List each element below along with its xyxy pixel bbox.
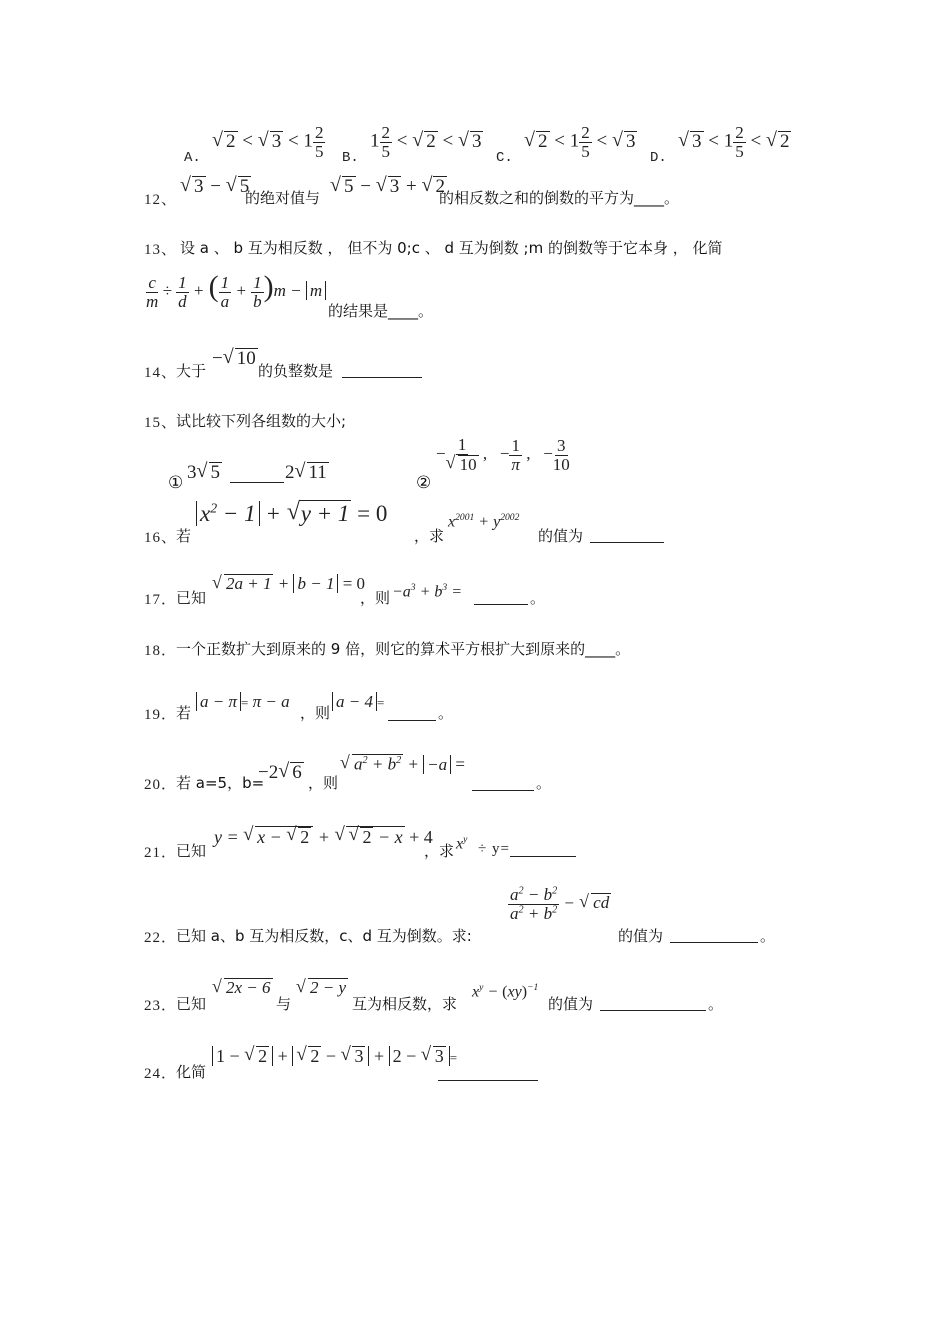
q20-expr-2: √ $a^2 + b^2 + -a$ = (340, 754, 465, 775)
question-22 (144, 886, 784, 952)
q19-expr-2: a − 4 = (332, 692, 384, 712)
q19-text-2: ，则 (300, 704, 331, 722)
q16-text-1: 若 (176, 527, 192, 545)
q14-text-1: 大于 (176, 362, 207, 380)
option-a-label: A. (184, 150, 201, 166)
q20-text-1: 若 a=5，b= (176, 774, 265, 792)
q21-number: 21． (144, 845, 178, 861)
option-d-label: D. (650, 150, 667, 166)
q21-text-2: ，求 (424, 842, 455, 860)
q12-expr-2: √ 5 − √ 3 + √ 2 (330, 176, 447, 198)
q23-text-5: 。 (708, 995, 724, 1013)
q14-answer-blank[interactable] (342, 377, 422, 378)
q15-expr-1a: 3√ 5 (187, 462, 222, 484)
q17-number: 17． (144, 592, 178, 608)
q16-text-2: ，求 (414, 527, 445, 545)
q17-text-1: 已知 (176, 589, 207, 607)
option-b-expr: 1 $\frac{2}{5}$ < √ 2 < √ 3 (370, 124, 483, 161)
q23-number: 23． (144, 998, 178, 1014)
q18-text: 一个正数扩大到原来的 9 倍，则它的算术平方根扩大到原来的____。 (176, 640, 631, 658)
question-14 (144, 346, 444, 380)
option-d-expr: √ 3 < 1 $\frac{2}{5}$ < √ 2 (678, 124, 791, 161)
question-17 (144, 572, 564, 610)
question-18 (144, 638, 744, 660)
question-24 (144, 1040, 564, 1084)
question-21 (144, 820, 604, 860)
q15-circle-2: ② (416, 473, 432, 493)
q16-text-3: 的值为 (538, 527, 584, 545)
q15-number: 15、 (144, 415, 178, 431)
q14-text-2: 的负整数是 (258, 362, 334, 380)
option-a-expr: √ 2 < √ 3 < 1 $\frac{2}{5}$ (212, 124, 325, 161)
q15-circle-1: ① (168, 473, 184, 493)
q13-tail: 的结果是____。 (328, 302, 434, 320)
question-16 (144, 496, 684, 548)
option-c-expr: √ 2 < 1 $\frac{2}{5}$ < √ 3 (524, 124, 637, 161)
q13-expr: $\frac{c}{m}$ ÷ $\frac{1}{d}$ + ( $\frac{1}{a}$ + $\frac{1}{b}$ )m − m (146, 270, 326, 310)
q16-number: 16、 (144, 530, 178, 546)
q20-answer-blank[interactable] (472, 790, 534, 791)
q22-number: 22． (144, 930, 178, 946)
q23-answer-blank[interactable] (600, 1010, 706, 1011)
q17-text-2: ，则 (360, 589, 391, 607)
q23-text-2: 与 (276, 995, 292, 1013)
q20-number: 20． (144, 777, 178, 793)
q17-text-3: 。 (530, 589, 546, 607)
q23-text-1: 已知 (176, 995, 207, 1013)
q17-answer-blank[interactable] (474, 604, 528, 605)
question-20 (144, 752, 584, 792)
question-23 (144, 976, 744, 1014)
q22-expr: $\frac{a^2 - b^2}{a^2 + b^2}$ − √ cd (508, 886, 611, 923)
q21-expr-2: $x^y$ (456, 834, 468, 853)
q22-text-2: 的值为 (618, 927, 664, 945)
question-12 (144, 176, 844, 210)
q22-text-3: 。 (760, 927, 776, 945)
q15-expr-1b: 2√ 11 (285, 462, 329, 484)
q20-expr-1: −2√ 6 (258, 762, 304, 784)
q20-text-2: ，则 (308, 774, 339, 792)
q23-expr-1: √ 2x − 6 (212, 978, 273, 998)
q16-expr-1: $x^2 - 1$ + √ y + 1 = 0 (196, 500, 387, 527)
q21-expr-1: y = √ x − √ 2 + √ √ 2 − x + 4 (214, 826, 433, 848)
q24-expr: 1 − √ 2 + √ 2 − √ 3 + 2 − √ 3 = (212, 1046, 457, 1067)
q22-answer-blank[interactable] (670, 942, 758, 943)
q14-expr: −√ 10 (212, 348, 258, 370)
q19-number: 19． (144, 707, 178, 723)
q18-number: 18． (144, 643, 178, 659)
option-b-label: B. (342, 150, 359, 166)
q19-text-3: 。 (438, 704, 454, 722)
q12-expr-1: √ 3 − √ 5 (180, 176, 251, 198)
q13-number: 13、 (144, 242, 178, 258)
q24-number: 24． (144, 1066, 178, 1082)
q16-expr-2: $x^{2001} + y^{2002}$ (448, 512, 520, 531)
q17-expr-2: $-a^3 + b^3$ = (392, 582, 462, 601)
q15-expr-2: − 1 √ 10 , − $\frac{1}{\pi}$ , − $\frac{3}{10}$ (436, 436, 570, 475)
q19-answer-blank[interactable] (388, 720, 436, 721)
q23-expr-2: √ 2 − y (296, 978, 348, 998)
q21-text-3: ÷ y= (478, 841, 510, 857)
q20-text-3: 。 (536, 774, 552, 792)
q21-text-1: 已知 (176, 842, 207, 860)
question-19 (144, 686, 504, 724)
q16-answer-blank[interactable] (590, 542, 664, 543)
q21-answer-blank[interactable] (510, 856, 576, 857)
q15-answer-blank-1[interactable] (230, 482, 284, 483)
question-13 (144, 236, 824, 320)
question-15 (144, 410, 644, 493)
q12-number: 12、 (144, 192, 178, 208)
q19-text-1: 若 (176, 704, 192, 722)
q24-answer-blank[interactable] (438, 1080, 538, 1081)
q12-text-1: 的绝对值与 (245, 189, 321, 207)
option-c-label: C. (496, 150, 513, 166)
q14-number: 14、 (144, 365, 178, 381)
q15-text: 试比较下列各组数的大小; (176, 412, 347, 430)
q23-expr-3: $x^y - (xy)^{-1}$ (472, 982, 539, 1001)
q13-text: 设 a 、 b 互为相反数 ， 但不为 0;c 、 d 互为倒数 ;m 的倒数等于它本身 ， 化简 (180, 239, 723, 257)
q24-text-1: 化简 (176, 1063, 207, 1081)
q23-text-4: 的值为 (548, 995, 594, 1013)
q19-expr-1: a − π = π − a (196, 692, 290, 712)
q17-expr-1: √ 2a + 1 + b − 1 = 0 (212, 574, 365, 594)
q23-text-3: 互为相反数，求 (352, 995, 458, 1013)
q22-text: 已知 a、b 互为相反数，c、d 互为倒数。求: (176, 927, 472, 945)
q12-text-2: 的相反数之和的倒数的平方为____。 (439, 189, 680, 207)
